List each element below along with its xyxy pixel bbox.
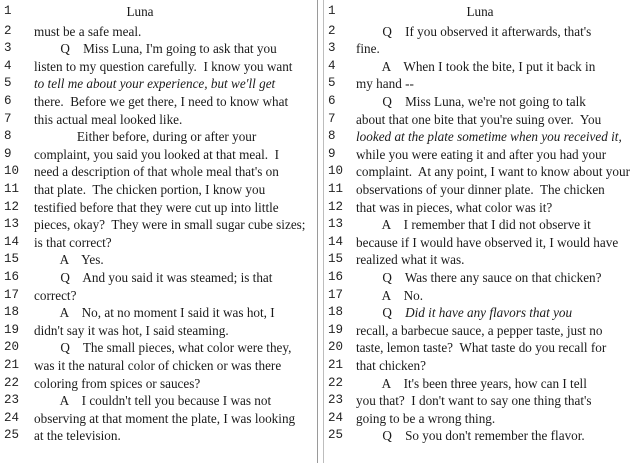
text-segment: Q Was there any sauce on that chicken? (356, 269, 602, 285)
transcript-line (0, 145, 317, 165)
transcript-line (324, 110, 636, 130)
transcript-line (324, 180, 636, 200)
text-segment: A I remember that I did not observe it (356, 217, 591, 233)
line-number: 9 (4, 146, 12, 161)
text-segment: testified before that they were cut up into little (34, 199, 279, 215)
text-segment: because if I would have observed it, I would have (356, 234, 619, 250)
transcript-line (0, 338, 317, 358)
text-segment: you that? I don't want to say one thing that's (356, 393, 592, 409)
transcript-line (0, 74, 317, 94)
line-text (34, 215, 317, 235)
line-text (356, 321, 636, 341)
text-segment: going to be a wrong thing. (356, 410, 496, 426)
text-segment: was it the natural color of chicken or was there (34, 357, 282, 373)
line-text (34, 22, 317, 42)
line-text (356, 409, 636, 429)
line-number: 17 (328, 287, 344, 302)
line-number: 7 (328, 111, 336, 126)
line-text (356, 426, 636, 446)
line-text (34, 57, 317, 77)
page-header (324, 2, 636, 22)
line-text (34, 127, 317, 147)
line-text (356, 268, 636, 288)
line-text (34, 162, 317, 182)
line-number: 2 (328, 23, 336, 38)
text-segment: my hand -- (356, 76, 414, 92)
line-number: 14 (4, 234, 20, 249)
transcript-line (324, 39, 636, 59)
line-text (34, 233, 317, 253)
witness-name-header: Luna (466, 4, 494, 19)
text-segment: observing at that moment the plate, I was looking (34, 410, 296, 426)
line-number: 7 (4, 111, 12, 126)
transcript-line (324, 391, 636, 411)
line-text (356, 110, 636, 130)
line-text (34, 356, 317, 376)
transcript-line (324, 162, 636, 182)
line-text (356, 303, 636, 323)
line-number: 5 (4, 76, 12, 91)
transcript-line (324, 268, 636, 288)
line-text (34, 426, 317, 446)
line-text (356, 22, 636, 42)
line-text (356, 92, 636, 112)
line-number: 1 (4, 4, 12, 18)
text-segment: listen to my question carefully. I know you want (34, 58, 293, 74)
text-segment: fine. (356, 41, 380, 57)
transcript-line (0, 39, 317, 59)
line-text (34, 110, 317, 130)
text-segment: that chicken? (356, 357, 426, 373)
transcript-line (324, 145, 636, 165)
text-segment: Q (356, 305, 406, 321)
line-number: 21 (4, 357, 20, 372)
line-text (356, 374, 636, 394)
line-number: 16 (328, 269, 344, 284)
transcript-line (324, 215, 636, 235)
text-segment: observations of your dinner plate. The chicken (356, 181, 605, 197)
transcript-line (0, 409, 317, 429)
transcript-line (0, 198, 317, 218)
line-text (34, 180, 317, 200)
transcript-line (0, 233, 317, 253)
transcript-line (324, 233, 636, 253)
transcript-line (324, 303, 636, 323)
line-number: 22 (328, 375, 344, 390)
line-number: 5 (328, 76, 336, 91)
transcript-line (0, 127, 317, 147)
line-text (356, 74, 636, 94)
line-number: 20 (328, 340, 344, 355)
text-segment: about that one bite that you're suing over. You (356, 111, 602, 127)
text-segment: complaint. At any point, I want to know about your (356, 164, 630, 180)
line-text (34, 374, 317, 394)
text-segment: A Yes. (34, 252, 104, 268)
line-text (34, 74, 317, 94)
transcript-line (0, 374, 317, 394)
line-text (34, 39, 317, 59)
line-text (356, 286, 636, 306)
line-number: 11 (4, 181, 20, 196)
line-number: 12 (328, 199, 344, 214)
transcript-line (0, 426, 317, 446)
line-number: 14 (328, 234, 344, 249)
transcript-line (324, 22, 636, 42)
text-segment: A I couldn't tell you because I was not (34, 393, 272, 409)
text-segment: A It's been three years, how can I tell (356, 375, 587, 391)
transcript-line (0, 162, 317, 182)
transcript-line (324, 92, 636, 112)
text-segment: A No, at no moment I said it was hot, I (34, 305, 275, 321)
line-number: 25 (328, 428, 344, 443)
line-text (356, 57, 636, 77)
text-segment: that plate. The chicken portion, I know you (34, 181, 266, 197)
transcript-line (324, 374, 636, 394)
line-number: 10 (4, 164, 20, 179)
line-text (34, 198, 317, 218)
line-number: 1 (328, 4, 336, 18)
line-number: 18 (328, 305, 344, 320)
line-number: 2 (4, 23, 12, 38)
transcript-line (324, 250, 636, 270)
line-number: 16 (4, 269, 20, 284)
text-segment: that was in pieces, what color was it? (356, 199, 553, 215)
line-text (356, 39, 636, 59)
text-segment: Did it have any flavors that you (405, 305, 573, 321)
line-text (34, 303, 317, 323)
text-segment: recall, a barbecue sauce, a pepper taste, just no (356, 322, 603, 338)
transcript-line (0, 22, 317, 42)
transcript-line (324, 409, 636, 429)
line-number: 15 (4, 252, 20, 267)
line-number: 10 (328, 164, 344, 179)
line-text (34, 338, 317, 358)
transcript-line (0, 286, 317, 306)
line-number: 8 (328, 129, 336, 144)
line-number: 12 (4, 199, 20, 214)
transcript-line (0, 250, 317, 270)
line-text (356, 145, 636, 165)
transcript-line (324, 426, 636, 446)
transcript-line (0, 268, 317, 288)
text-segment: need a description of that whole meal that's on (34, 164, 279, 180)
witness-name-header: Luna (126, 4, 154, 19)
line-number: 22 (4, 375, 20, 390)
text-segment: didn't say it was hot, I said steaming. (34, 322, 229, 338)
transcript-line (0, 356, 317, 376)
text-segment: Q If you observed it afterwards, that's (356, 23, 592, 39)
line-text (356, 162, 636, 182)
transcript-line (0, 57, 317, 77)
page-header (0, 2, 317, 22)
text-segment: Q The small pieces, what color were they, (34, 340, 292, 356)
line-number: 23 (4, 393, 20, 408)
transcript-line (324, 198, 636, 218)
text-segment: Q Miss Luna, we're not going to talk (356, 93, 586, 109)
text-segment: Q And you said it was steamed; is that (34, 269, 273, 285)
line-text (356, 127, 636, 147)
line-text (34, 92, 317, 112)
line-number: 21 (328, 357, 344, 372)
line-text (356, 356, 636, 376)
text-segment: Q Miss Luna, I'm going to ask that you (34, 41, 277, 57)
text-segment: must be a safe meal. (34, 23, 142, 39)
line-text (356, 250, 636, 270)
line-text (356, 391, 636, 411)
line-number: 9 (328, 146, 336, 161)
text-segment: Either before, during or after your (34, 129, 257, 145)
line-number: 4 (328, 58, 336, 73)
transcript-line (0, 321, 317, 341)
line-number: 13 (4, 217, 20, 232)
line-number: 3 (4, 41, 12, 56)
line-text (356, 215, 636, 235)
line-text (34, 250, 317, 270)
line-number: 24 (4, 410, 20, 425)
transcript-line (0, 215, 317, 235)
line-number: 6 (328, 93, 336, 108)
line-text (34, 286, 317, 306)
text-segment: at the television. (34, 428, 121, 444)
line-text (34, 321, 317, 341)
transcript-line (324, 321, 636, 341)
transcript-line (0, 180, 317, 200)
transcript-line (0, 110, 317, 130)
transcript-line (324, 127, 636, 147)
text-segment: A No. (356, 287, 424, 303)
line-text (356, 233, 636, 253)
line-text (34, 391, 317, 411)
line-number: 19 (4, 322, 20, 337)
line-text (356, 338, 636, 358)
line-number: 11 (328, 181, 344, 196)
text-segment: realized what it was. (356, 252, 465, 268)
line-number: 15 (328, 252, 344, 267)
transcript-line (0, 303, 317, 323)
line-number: 20 (4, 340, 20, 355)
text-segment: correct? (34, 287, 77, 303)
transcript-line (324, 286, 636, 306)
line-text (34, 145, 317, 165)
line-number: 25 (4, 428, 20, 443)
transcript-page-right (323, 0, 636, 463)
transcript-line (324, 356, 636, 376)
line-number: 8 (4, 129, 12, 144)
text-segment: to tell me about your experience, but we'll get (34, 76, 276, 92)
text-segment: is that correct? (34, 234, 112, 250)
line-text (356, 180, 636, 200)
line-number: 3 (328, 41, 336, 56)
text-segment: taste, lemon taste? What taste do you recall for (356, 340, 607, 356)
line-number: 19 (328, 322, 344, 337)
transcript-line (0, 92, 317, 112)
line-text (34, 409, 317, 429)
text-segment: looked at the plate sometime when you received it, (356, 129, 622, 145)
line-number: 4 (4, 58, 12, 73)
line-text (34, 268, 317, 288)
line-number: 23 (328, 393, 344, 408)
transcript-line (324, 57, 636, 77)
text-segment: this actual meal looked like. (34, 111, 183, 127)
text-segment: complaint, you said you looked at that meal. I (34, 146, 280, 162)
text-segment: pieces, okay? They were in small sugar cube sizes; (34, 217, 306, 233)
text-segment: coloring from spices or sauces? (34, 375, 201, 391)
line-text (356, 198, 636, 218)
line-number: 18 (4, 305, 20, 320)
line-number: 13 (328, 217, 344, 232)
transcript-line (324, 338, 636, 358)
text-segment: while you were eating it and after you had your (356, 146, 607, 162)
transcript-line (0, 391, 317, 411)
text-segment: there. Before we get there, I need to know what (34, 93, 289, 109)
transcript-line (324, 74, 636, 94)
line-number: 24 (328, 410, 344, 425)
text-segment: Q So you don't remember the flavor. (356, 428, 585, 444)
line-number: 17 (4, 287, 20, 302)
text-segment: A When I took the bite, I put it back in (356, 58, 596, 74)
line-number: 6 (4, 93, 12, 108)
